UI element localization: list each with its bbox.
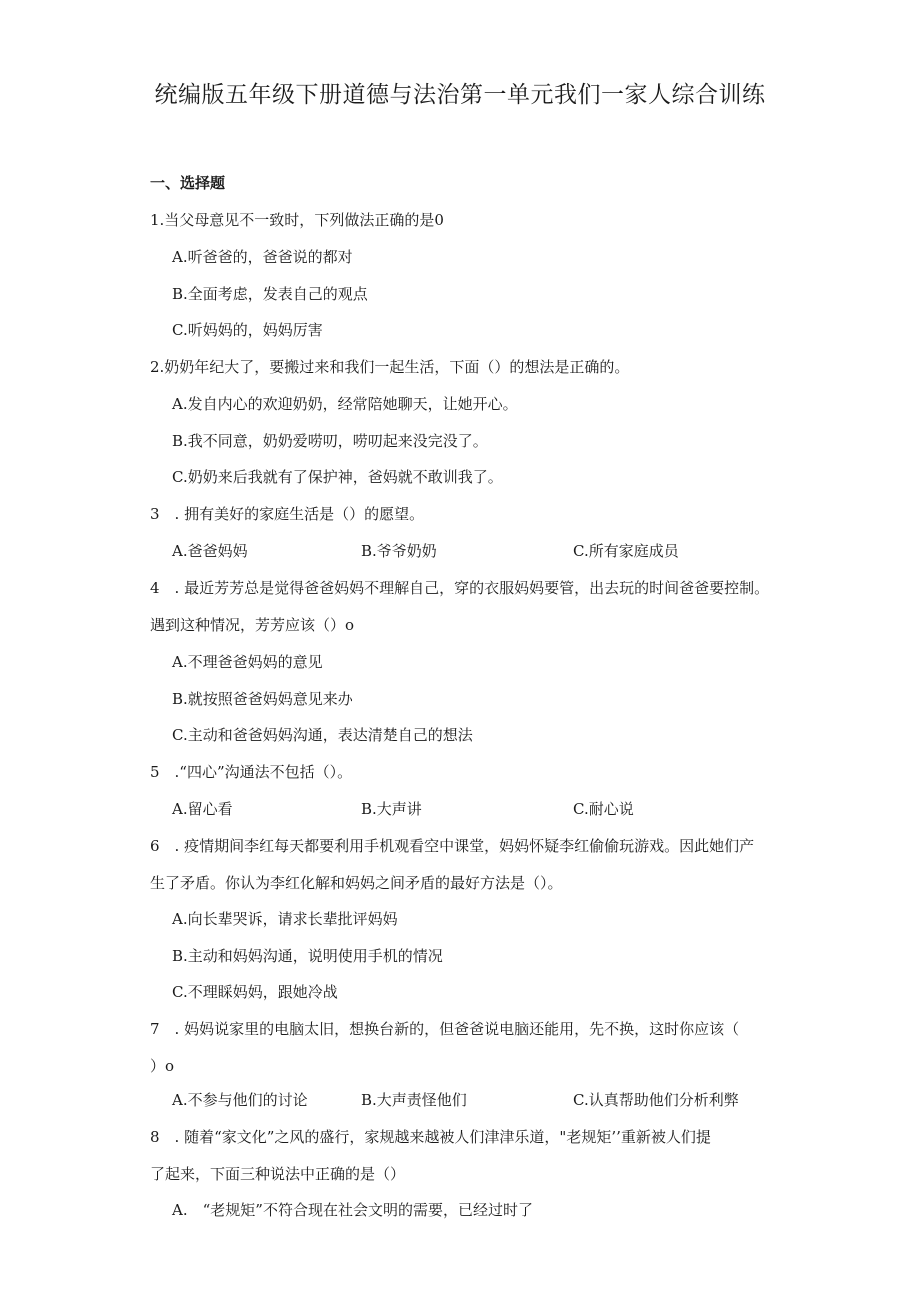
q5-option-b: B.大声讲 — [361, 800, 422, 818]
q4-option-a: A.不理爸爸妈妈的意见 — [172, 653, 323, 671]
question-3: 3 . 拥有美好的家庭生活是（）的愿望。 — [150, 505, 425, 523]
q5-option-c: C.耐心说 — [573, 800, 634, 818]
question-7-line-2: ）o — [150, 1057, 175, 1075]
q3-option-b: B.爷爷奶奶 — [361, 542, 437, 560]
section-heading: 一、选择题 — [150, 174, 226, 192]
q6-option-b: B.主动和妈妈沟通，说明使用手机的情况 — [172, 947, 443, 965]
q6-option-c: C.不理睬妈妈，跟她冷战 — [172, 983, 338, 1001]
q3-option-a: A.爸爸妈妈 — [172, 542, 248, 560]
question-5: 5 .“四心”沟通法不包括（）。 — [150, 763, 353, 781]
page-title: 统编版五年级下册道德与法治第一单元我们一家人综合训练 — [154, 82, 766, 108]
question-8-line-2: 了起来，下面三种说法中正确的是（） — [150, 1165, 406, 1183]
q2-option-a: A.发自内心的欢迎奶奶，经常陪她聊天，让她开心。 — [172, 395, 518, 413]
question-7-line-1: 7 . 妈妈说家里的电脑太旧，想换台新的，但爸爸说电脑还能用，先不换，这时你应该（ — [150, 1020, 740, 1038]
q2-option-b: B.我不同意，奶奶爱唠叨，唠叨起来没完没了。 — [172, 432, 488, 450]
q2-option-c: C.奶奶来后我就有了保护神，爸妈就不敢训我了。 — [172, 468, 503, 486]
question-4-line-2: 遇到这种情况，芳芳应该（）o — [150, 616, 355, 634]
q4-option-b: B.就按照爸爸妈妈意见来办 — [172, 690, 353, 708]
question-8-line-1: 8 . 随着“家文化”之风的盛行，家规越来越被人们津津乐道，"老规矩’’重新被人们提 — [150, 1128, 711, 1146]
q7-option-b: B.大声责怪他们 — [361, 1091, 467, 1109]
q8-option-a: A. “老规矩”不符合现在社会文明的需要，已经过时了 — [172, 1201, 533, 1219]
q4-option-c: C.主动和爸爸妈妈沟通，表达清楚自己的想法 — [172, 726, 473, 744]
q7-option-a: A.不参与他们的讨论 — [172, 1091, 308, 1109]
q3-option-c: C.所有家庭成员 — [573, 542, 679, 560]
question-6-line-2: 生了矛盾。你认为李红化解和妈妈之间矛盾的最好方法是（）。 — [150, 874, 563, 892]
q6-option-a: A.向长辈哭诉，请求长辈批评妈妈 — [172, 910, 398, 928]
question-2: 2.奶奶年纪大了，要搬过来和我们一起生活，下面（）的想法是正确的。 — [150, 358, 630, 376]
q1-option-a: A.听爸爸的，爸爸说的都对 — [172, 248, 353, 266]
q5-option-a: A.留心看 — [172, 800, 233, 818]
q1-option-b: B.全面考虑，发表自己的观点 — [172, 285, 368, 303]
question-6-line-1: 6 . 疫情期间李红每天都要利用手机观看空中课堂，妈妈怀疑李红偷偷玩游戏。因此她们产 — [150, 837, 755, 855]
question-4-line-1: 4 . 最近芳芳总是觉得爸爸妈妈不理解自己，穿的衣服妈妈要管，出去玩的时间爸爸要控制。 — [150, 579, 770, 597]
q7-option-c: C.认真帮助他们分析利弊 — [573, 1091, 739, 1109]
q1-option-c: C.听妈妈的，妈妈厉害 — [172, 321, 323, 339]
question-1: 1.当父母意见不一致时，下列做法正确的是0 — [150, 211, 444, 229]
